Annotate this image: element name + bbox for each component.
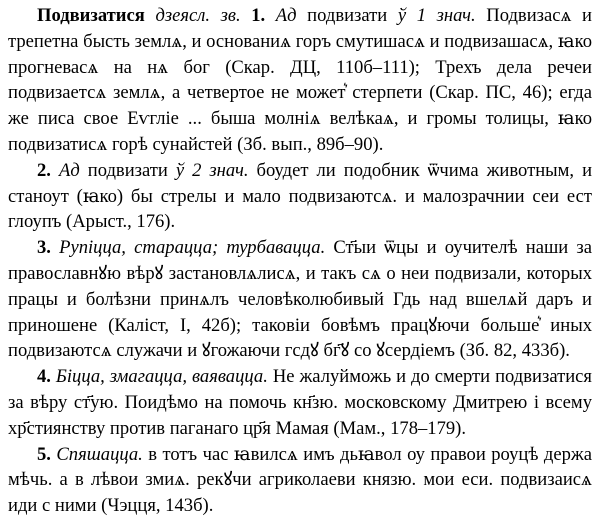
sense-4: [8, 364, 592, 441]
sense-number: 1.: [251, 5, 266, 26]
sense-gloss: Ад: [275, 5, 297, 26]
sense-reference-meaning: ў 1 знач.: [397, 5, 476, 26]
grammar-label: дзеясл. зв.: [155, 5, 241, 26]
sense-5: [8, 442, 592, 519]
sense-citation: в тотъ час ꙗвилсѧ имъ дьꙗвол оу правои роуцѣ держа мѣчь. а в лѣвои змиѧ. рекꙋчи агриколаеви князю. мои еси. подвизаисѧ иди с ними (Чэцця, 143б).: [8, 443, 592, 517]
sense-2: [8, 158, 592, 235]
sense-number: 2.: [37, 159, 51, 181]
sense-reference-word: подвизати: [307, 5, 388, 26]
sense-gloss: Рупіцца, старацца; турбавацца.: [59, 237, 326, 259]
sense-gloss: Ад: [58, 159, 80, 181]
sense-reference-word: подвизати: [87, 159, 168, 181]
sense-reference-meaning: ў 2 знач.: [175, 159, 249, 181]
sense-number: 3.: [37, 237, 51, 259]
sense-3: [8, 235, 592, 364]
sense-gloss: Спяшацца.: [56, 443, 143, 465]
sense-citation: боудет ли подобник ѿчима животным, и станоут (ꙗко) бы стрелы и мало подвизаютсѧ. и малозрачнии сеи ест глоупъ (Арыст., 176).: [8, 159, 593, 233]
sense-number: 4.: [37, 366, 51, 388]
sense-number: 5.: [37, 443, 51, 465]
sense-1: [8, 3, 592, 158]
sense-citation: Ст҃ыи ѿцы и оучителѣ наши за православнꙋю вѣрꙋ застановлѧлисѧ, и такъ сѧ о неи подвизали, которых працы и болѣзни принѧлъ человѣколюбивый Гдь над вшелѧй даръ и приношене (Каліст, I, 42б); таковіи бовѣмъ працꙋючи больше͛ иных подвизаютсѧ служачи и ꙋгожаючи гсдꙋ бг҃ꙋ со ꙋсердіемъ (Зб. 82, 433б).: [8, 237, 592, 362]
sense-citation: Не жалуйможь и до смерти подвизатися за вѣру ст҃ую. Поидѣмо на помочь кн҃зю. московскому Дмитрею і всему хр҃стиянству против паганаго цр҃я Мамая (Мам., 178–179).: [8, 366, 592, 439]
headword: Подвизатися: [37, 5, 145, 26]
sense-gloss: Біцца, змагацца, ваявацца.: [55, 366, 268, 388]
sense-citation: Подвизасѧ и трепетна бысть землѧ, и основаниѧ горъ смутишасѧ и подвизашасѧ, ꙗко прогневасѧ на нѧ бог (Скар. ДЦ, 110б–111); Трехъ дела речеи подвизаетсѧ землѧ, а четвертое не может͛ стерпети (Скар. ПС, 46); егда же писа свое Еѵгліе ... быша молніѧ велѣкаѧ, и громы толицы, ꙗко подвизатисѧ горѣ сунайстей (Зб. вып., 89б–90).: [8, 5, 593, 155]
